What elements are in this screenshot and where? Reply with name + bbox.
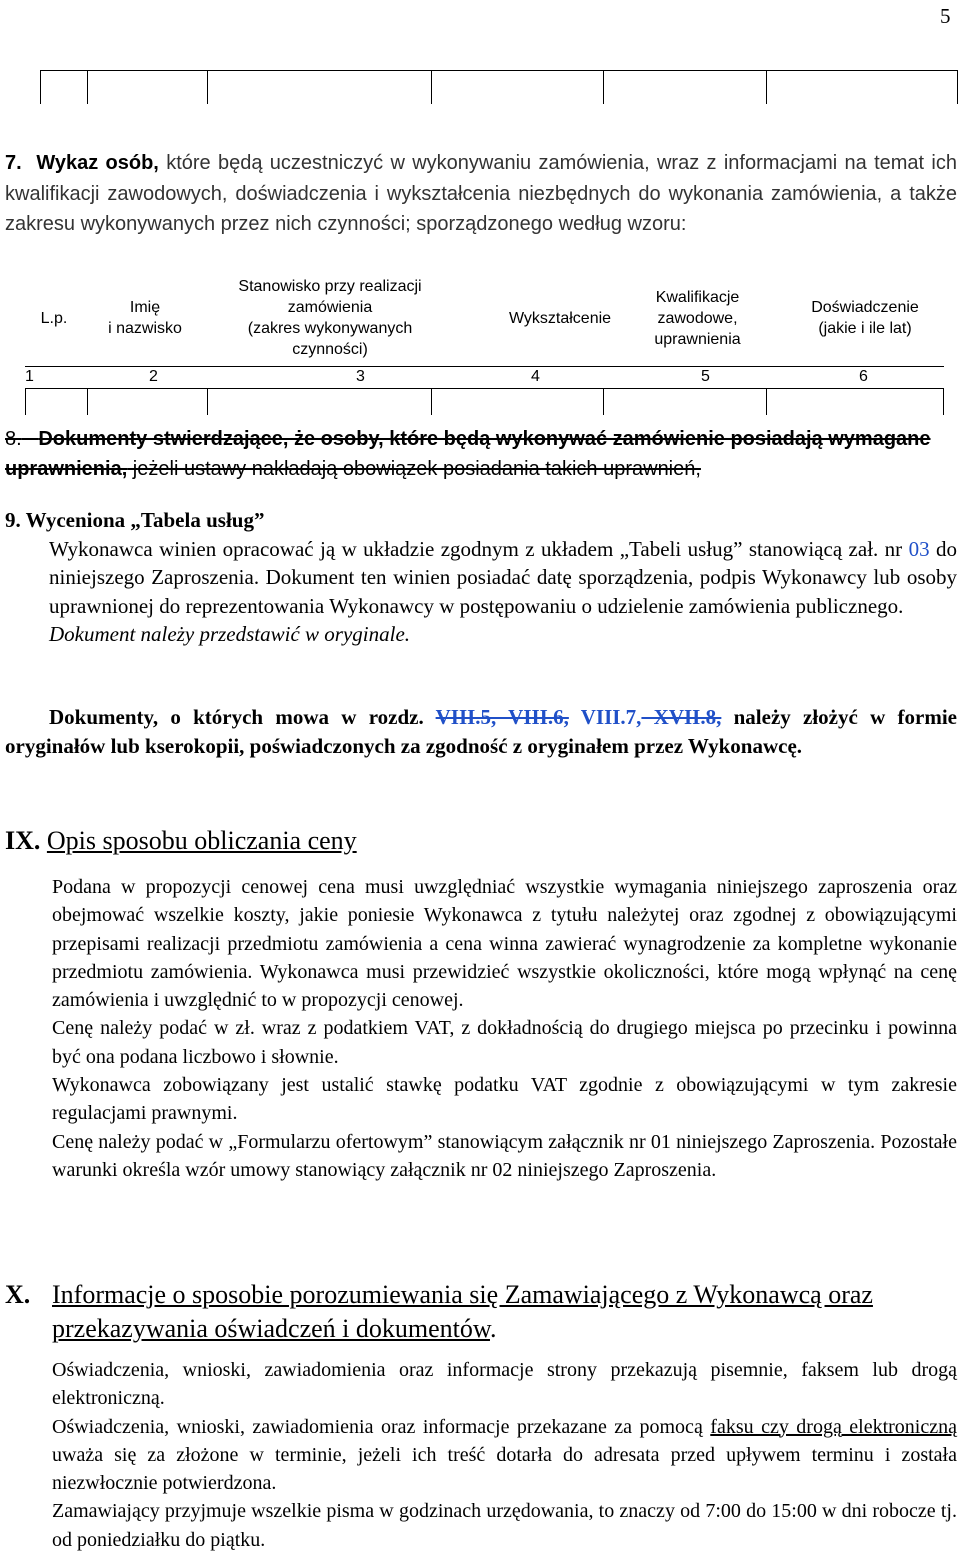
section-9-heading: 9. Wyceniona „Tabela usług” [5,508,265,532]
page-number: 5 [940,4,951,28]
section-8 [5,424,957,484]
paragraph: Zamawiający przyjmuje wszelkie pisma w godzinach urzędowania, to znaczy od 7:00 do 15:00 w dni robocze tj. od poniedziałku do piątku. [52,1500,957,1551]
section-9 [5,506,957,649]
struck-reference: XVII.8, [641,705,722,729]
paragraph: Oświadczenia, wnioski, zawiadomienia oraz informacje strony przekazują pisemnie, faksem lub drogą elektroniczną. [52,1359,957,1410]
attachment-number: 03 [908,536,930,561]
section-7-number: 7. [5,152,22,174]
paragraph: Wykonawca zobowiązany jest ustalić stawkę podatku VAT zgodnie z obowiązującymi w tym zakresie regulacjami prawnymi. [52,1074,957,1125]
section-ix-number: IX. [5,826,41,855]
section-x-title: Informacje o sposobie porozumiewania się Zamawiającego z Wykonawcą oraz przekazywania oświadczeń i dokumentów [52,1280,873,1343]
paragraph: Cenę należy podać w zł. wraz z podatkiem VAT, z dokładnością do drugiego miejsca po przecinku i powinna być ona podana liczbowo i słownie. [52,1017,957,1068]
column-number: 1 [25,368,34,385]
header-name: Imię i nazwisko [108,299,182,337]
section-8-number: 8. [5,428,22,450]
column-number: 4 [531,368,540,385]
section-8-text: jeżeli ustawy nakładają obowiązek posiadania takich uprawnień, [127,458,701,480]
section-x-heading: X. Informacje o sposobie porozumiewania się Zamawiającego z Wykonawcą oraz przekazywania oświadczeń i dokumentów. [5,1278,960,1346]
section-7-text: które będą uczestniczyć w wykonywaniu zamówienia, wraz z informacjami na temat ich kwalifikacji zawodowych, doświadczenia i wykształcenia niezbędnych do wykonania zamówienia, a także zakresu wykonywanych przez nich czynności; sporządzonego według wzoru: [5,152,957,235]
section-ix-heading [5,826,357,856]
column-number: 5 [701,368,710,385]
section-ix-body [52,873,957,1184]
personnel-table [25,270,944,390]
paragraph: Podana w propozycji cenowej cena musi uwzględniać wszystkie wymagania niniejszego zaproszenia oraz obejmować wszelkie koszty, jakie poniesie Wykonawca z tytułu należytej oraz zgodnej z obowiązującymi przepisami realizacji przedmiotu zamówienia a cena winna zawierać wynagrodzenie za kompletne wykonanie przedmiotu zamówienia. Wykonawca musi przewidzieć wszystkie okoliczności, które mogą wpłynąć na cenę zamówienia i uwzględnić to w propozycji cenowej. [52,876,957,1012]
paragraph: Cenę należy podać w „Formularzu ofertowym” stanowiącym załącznik nr 01 niniejszego Zaproszenia. Pozostałe warunki określa wzór umowy stanowiący załącznik nr 02 niniejszego Zaproszenia. [52,1130,957,1181]
header-qualifications: Kwalifikacje zawodowe, uprawnienia [654,288,741,348]
column-number: 2 [149,368,158,385]
paragraph: Oświadczenia, wnioski, zawiadomienia oraz informacje przekazane za pomocą faksu czy drogą elektroniczną uważa się za złożone w terminie, jeżeli ich treść dotarła do adresata przed upływem terminu i została niezwłocznie potwierdzona. [52,1415,957,1495]
header-education: Wykształcenie [508,309,612,327]
empty-table-fragment [40,70,958,104]
documents-note: Dokumenty, o których mowa w rozdz. VIII.5, VIII.6, VIII.7, XVII.8, należy złożyć w formie oryginałów lub kserokopii, poświadczonych za zgodność z oryginałem przez Wykonawcę. [5,705,957,758]
section-8-bold: Dokumenty stwierdzające, że osoby, które będą wykonywać zamówienie posiadają wymagane uprawnienia, [5,428,931,480]
reference: VIII.7, [568,705,642,729]
struck-reference: VIII.5, VIII.6, [435,705,569,729]
column-number: 3 [356,368,365,385]
header-lp: L.p. [40,309,68,327]
header-experience: Doświadczenie (jakie i ile lat) [811,299,919,337]
section-ix-title: Opis sposobu obliczania ceny [46,826,357,855]
section-x-number: X. [5,1280,31,1309]
underlined-phrase: faksu czy drogą elektroniczną [710,1415,957,1438]
section-9-italic-note: Dokument należy przedstawić w oryginale. [49,622,411,646]
section-x-body [52,1356,957,1554]
section-7-lead: Wykaz osób, [36,152,159,174]
section-9-paragraph: Wykonawca winien opracować ją w układzie zgodnym z układem „Tabeli usług” stanowiącą zał. nr 03 do niniejszego Zaproszenia. Dokument ten winien posiadać datę sporządzenia, podpis Wykonawcy lub osoby uprawnionej do reprezentowania Wykonawcy w postępowaniu o udzielenie zamówienia publicznego. [49,536,958,618]
section-7 [5,148,957,240]
header-position: Stanowisko przy realizacji zamówienia (zakres wykonywanych czynności) [238,278,422,358]
column-number: 6 [859,368,868,385]
